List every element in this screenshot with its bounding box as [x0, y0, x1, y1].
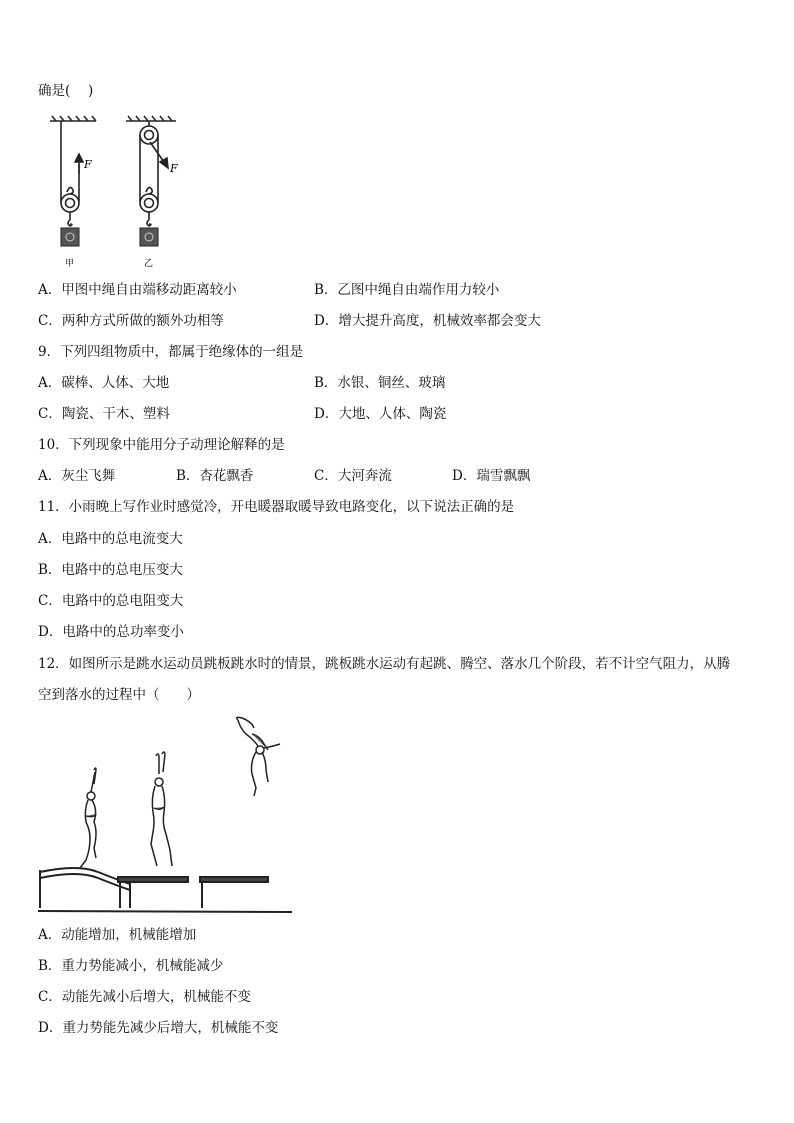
pulley-figure	[40, 112, 200, 270]
q9-option-a: A．碳棒、人体、大地	[38, 375, 170, 391]
q10-option-a: A．灰尘飞舞	[38, 468, 116, 484]
q9-option-c: C．陶瓷、干木、塑料	[38, 406, 170, 422]
q8-stem-tail: 确是( )	[38, 83, 94, 99]
right-force-label: F	[170, 162, 178, 175]
diver-airborne	[237, 717, 280, 796]
diver-rising	[151, 752, 172, 866]
platforms	[118, 877, 268, 908]
q11-option-a: A．电路中的总电流变大	[38, 531, 183, 547]
q12-stem-line1: 12．如图所示是跳水运动员跳板跳水时的情景，跳板跳水运动有起跳、腾空、落水几个阶段，若不计空气阻力，从腾	[38, 656, 731, 672]
left-force-label: F	[84, 158, 92, 171]
right-figure-label: 乙	[144, 259, 154, 269]
q11-stem: 11．小雨晚上写作业时感觉冷，开电暖器取暖导致电路变化，以下说法正确的是	[38, 499, 515, 515]
diving-figure	[38, 712, 296, 914]
q9-option-b: B．水银、铜丝、玻璃	[314, 375, 446, 391]
q9-option-d: D．大地、人体、陶瓷	[314, 406, 447, 422]
q12-option-a: A．动能增加，机械能增加	[38, 927, 197, 943]
q8-option-a: A．甲图中绳自由端移动距离较小	[38, 282, 237, 298]
springboard	[40, 868, 130, 908]
q10-option-c: C．大河奔流	[314, 468, 392, 484]
left-ceiling	[50, 116, 96, 121]
right-pulley-system	[140, 121, 164, 226]
q10-option-d: D．瑞雪飘飘	[452, 468, 531, 484]
q12-stem-line2: 空到落水的过程中（ ）	[38, 687, 200, 703]
left-weight	[61, 228, 79, 246]
q8-option-d: D．增大提升高度，机械效率都会变大	[314, 313, 541, 329]
q11-option-d: D．电路中的总功率变小	[38, 624, 184, 640]
q10-option-b: B．杏花飘香	[176, 468, 254, 484]
q8-option-c: C．两种方式所做的额外功相等	[38, 313, 224, 329]
right-weight	[140, 228, 158, 246]
diver-takeoff	[80, 768, 96, 868]
left-figure-label: 甲	[65, 259, 75, 269]
left-force-arrow	[75, 154, 83, 174]
right-force-arrow	[160, 158, 168, 168]
q12-option-d: D．重力势能先减少后增大，机械能不变	[38, 1020, 279, 1036]
q10-stem: 10．下列现象中能用分子动理论解释的是	[38, 437, 285, 453]
q9-stem: 9．下列四组物质中，都属于绝缘体的一组是	[38, 344, 304, 360]
q12-option-b: B．重力势能减小，机械能减少	[38, 958, 224, 974]
water-line	[38, 911, 292, 912]
q8-option-b: B．乙图中绳自由端作用力较小	[314, 282, 500, 298]
left-movable-pulley	[61, 121, 79, 226]
q11-option-b: B．电路中的总电压变大	[38, 562, 183, 578]
right-ceiling	[126, 116, 176, 121]
q11-option-c: C．电路中的总电阻变大	[38, 593, 184, 609]
q12-option-c: C．动能先减小后增大，机械能不变	[38, 989, 251, 1005]
